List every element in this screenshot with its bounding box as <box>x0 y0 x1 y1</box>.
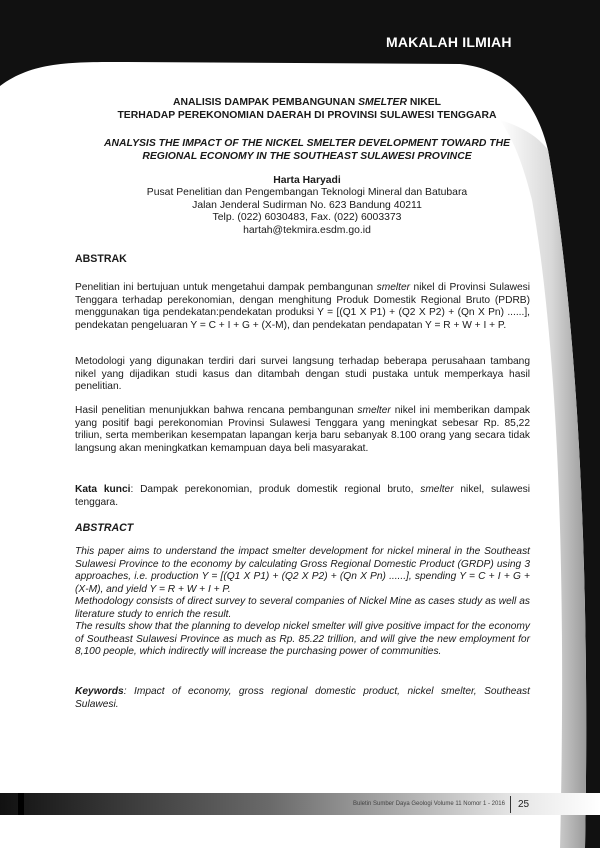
kata-kunci: Kata kunci: Dampak perekonomian, produk domestik regional bruto, smelter nikel, sulawesi tenggara. <box>75 484 531 508</box>
page-number: 25 <box>518 799 530 810</box>
abstrak-heading: ABSTRAK <box>75 253 127 265</box>
abstract-paragraph-3: The results show that the planning to develop nickel smelter will give positive impact for the economy of Southeast Sulawesi Province as much as Rp. 85.22 trillion, and will give the new employment for 8,100 people, which indirectly will increase the purchasing power of communities. <box>75 621 530 657</box>
author-name: Harta Haryadi <box>273 175 341 186</box>
author-institution: Pusat Penelitian dan Pengembangan Teknologi Mineral dan Batubara <box>146 187 468 199</box>
abstract-paragraph-1: This paper aims to understand the impact smelter development for nickel mineral in the Southeast Sulawesi Province to the economy by calculating Gross Regional Domestic Product (GRDP) using 3 approaches, i.e. production Y = [(Q1 X P1) + (Q2 X P2) + (Qn X Pn) ......], spending Y = C + I + G + (X-M), and yield Y = R + W + I + P. <box>75 546 530 595</box>
footer-divider <box>510 796 511 813</box>
abstract-heading: ABSTRACT <box>75 522 134 534</box>
section-tag: MAKALAH ILMIAH <box>386 34 512 50</box>
abstrak-paragraph-3: Hasil penelitian menunjukkan bahwa rencana pembangunan smelter nikel ini memberikan dampak yang positif bagi perekonomian Provinsi Sulawesi Tenggara yang meningkat sebesar Rp. 85,22 triliun, serta memberikan kesempatan lapangan kerja baru sebanyak 8.100 orang yang secara tidak langsung akan meningkatkan kemampuan daya beli masyarakat. <box>75 405 530 454</box>
journal-citation: Buletin Sumber Daya Geologi Volume 11 Nomor 1 - 2016 <box>353 801 505 807</box>
abstrak-paragraph-2: Metodologi yang digunakan terdiri dari survei langsung terhadap beberapa perusahaan tambang nikel yang dijadikan studi kasus dan ditambah dengan studi pustaka untuk memperkaya hasil penelitian. <box>75 356 530 392</box>
title-indonesian: ANALISIS DAMPAK PEMBANGUNAN SMELTER NIKEL TERHADAP PEREKONOMIAN DAERAH DI PROVINSI SULAWESI TENGGARA <box>117 97 497 121</box>
keywords: Keywords: Impact of economy, gross regional domestic product, nickel smelter, Southeast Sulawesi. <box>75 686 530 710</box>
abstract-paragraph-2: Methodology consists of direct survey to several companies of Nickel Mine as cases study as well as literature study to enrich the result. <box>75 596 530 620</box>
author-address: Jalan Jenderal Sudirman No. 623 Bandung 40211 <box>192 199 422 211</box>
author-block <box>70 175 544 237</box>
abstract-body <box>75 546 530 659</box>
abstrak-paragraph-1: Penelitian ini bertujuan untuk mengetahui dampak pembangunan smelter nikel di Provinsi Sulawesi Tenggara terhadap perekonomian, dengan menghitung Produk Domestik Regional Bruto (PDRB) menggunakan tiga pendekatan:pendekatan produksi Y = [(Q1 X P1) + (Q2 X P2) + (Qn X Pn) ......], pendekatan pengeluaran Y = C + I + G + (X-M), dan pendekatan pendapatan Y = R + W + I + P. <box>75 282 530 331</box>
author-phone: Telp. (022) 6030483, Fax. (022) 6003373 <box>212 212 402 224</box>
author-email: hartah@tekmira.esdm.go.id <box>243 224 371 236</box>
title-english: ANALYSIS THE IMPACT OF THE NICKEL SMELTER DEVELOPMENT TOWARD THE REGIONAL ECONOMY IN THE SOUTHEAST SULAWESI PROVINCE <box>103 138 510 162</box>
